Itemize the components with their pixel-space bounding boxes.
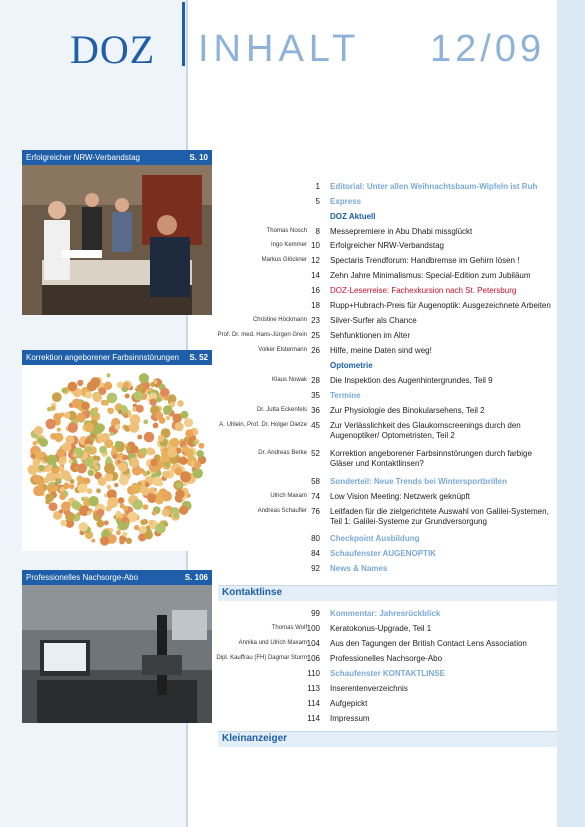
toc-entry[interactable] — [188, 683, 557, 697]
plate-dot — [39, 438, 48, 447]
section-band-kleinanzeiger — [218, 731, 557, 747]
plate-dot — [73, 453, 77, 457]
feature-box-nrw[interactable] — [22, 150, 212, 315]
toc-author: Prof. Dr. med. Hans-Jürgen Grein — [217, 332, 307, 338]
plate-dot — [59, 509, 63, 513]
toc-title: Aus den Tagungen der British Contact Lens Association — [330, 639, 527, 648]
plate-dot — [68, 423, 78, 433]
toc-page-number: 58 — [311, 477, 320, 486]
plate-dot — [126, 538, 132, 544]
plate-dot — [155, 412, 163, 420]
toc-title: Kommentar: Jahresrückblick — [330, 609, 441, 618]
toc-page-number: 25 — [311, 331, 320, 340]
toc-page-number: 76 — [311, 507, 320, 516]
plate-dot — [87, 381, 97, 391]
plate-dot — [139, 526, 147, 534]
feature-box-label: Korrektion angeborener Farbsinnstörungen — [26, 353, 179, 362]
plate-dot — [91, 434, 95, 438]
plate-dot — [109, 528, 113, 532]
plate-dot — [72, 399, 82, 409]
plate-dot — [78, 483, 88, 493]
plate-dot — [163, 405, 172, 414]
toc-entry[interactable] — [188, 345, 557, 359]
toc-author: A. Uhlein, Prof. Dr. Holger Dietze — [219, 422, 307, 428]
plate-dot — [162, 471, 168, 477]
toc-author: Dr. Jutta Eckenfels — [256, 407, 307, 413]
plate-dot — [168, 448, 178, 458]
feature-box-label: Erfolgreicher NRW-Verbandstag — [26, 153, 140, 162]
plate-dot — [33, 475, 42, 484]
toc-title: Hilfe, meine Daten sind weg! — [330, 346, 432, 355]
plate-dot — [155, 496, 163, 504]
toc-title: Checkpoint Ausbildung — [330, 534, 420, 543]
plate-dot — [137, 384, 144, 391]
toc-entry[interactable] — [188, 255, 557, 269]
toc-entry[interactable] — [188, 360, 557, 374]
toc-title: Schaufenster AUGENOPTIK — [330, 549, 436, 558]
toc-author: Markus Glöckner — [261, 257, 307, 263]
toc-entry[interactable] — [188, 226, 557, 240]
toc-title: Inserentenverzeichnis — [330, 684, 408, 693]
plate-dot — [151, 459, 158, 466]
toc-page-number: 36 — [311, 406, 320, 415]
feature-box-farbsinn[interactable] — [22, 350, 212, 551]
plate-dot — [179, 457, 187, 465]
toc-author: Andreas Schaufler — [257, 508, 307, 514]
plate-dot — [44, 456, 50, 462]
toc-page-number: 5 — [315, 197, 320, 206]
plate-dot — [104, 382, 112, 390]
toc-page-number: 28 — [311, 376, 320, 385]
toc-page-number: 114 — [307, 714, 320, 723]
plate-dot — [122, 532, 127, 537]
toc-entry[interactable] — [188, 506, 557, 532]
toc-page-number: 10 — [311, 241, 320, 250]
section-band-label: Kleinanzeiger — [222, 733, 288, 744]
plate-dot — [108, 408, 114, 414]
plate-dot — [94, 465, 99, 470]
toc-entry[interactable] — [188, 713, 557, 727]
toc-title: Die Inspektion des Augenhintergrundes, Teil 9 — [330, 376, 493, 385]
toc-entry[interactable] — [188, 448, 557, 474]
toc-entry[interactable] — [188, 196, 557, 210]
toc-author: Volker Elstermann — [258, 347, 307, 353]
plate-dot — [46, 419, 56, 429]
toc-entry[interactable] — [188, 623, 557, 637]
plate-dot — [97, 509, 105, 517]
plate-dot — [163, 447, 167, 451]
plate-dot — [154, 380, 158, 384]
toc-page-number: 104 — [306, 639, 320, 648]
plate-dot — [33, 485, 44, 496]
toc-page-number: 45 — [311, 421, 320, 430]
toc-page-number: 26 — [311, 346, 320, 355]
plate-dot — [52, 464, 57, 469]
toc-title: Silver-Surfer als Chance — [330, 316, 417, 325]
plate-dot — [104, 439, 113, 448]
toc-page-number: 113 — [307, 684, 320, 693]
plate-dot — [52, 392, 62, 402]
plate-dot — [131, 484, 141, 494]
section-title: INHALT — [198, 28, 361, 70]
toc-author: Klaus Nowak — [271, 377, 307, 383]
plate-dot — [99, 446, 107, 454]
toc-author: Thomas Wolf — [271, 625, 307, 631]
toc-page-number: 114 — [307, 699, 320, 708]
plate-dot — [146, 471, 151, 476]
plate-dot — [60, 520, 67, 527]
toc-title: DOZ-Leserreise: Fachexkursion nach St. Petersburg — [330, 286, 517, 295]
plate-dot — [38, 465, 44, 471]
toc-entry[interactable] — [188, 211, 557, 225]
toc-title: Rupp+Hubrach-Preis für Augenoptik: Ausgezeichnete Arbeiten — [330, 301, 551, 310]
toc-page-number: 16 — [311, 286, 320, 295]
plate-dot — [114, 483, 118, 487]
toc-author: Dipl. Kauffrau (FH) Dagmar Sturm — [216, 655, 307, 661]
toc-author: Ulrich Maxam — [270, 493, 307, 499]
feature-box-nachsorge[interactable] — [22, 570, 212, 723]
plate-dot — [125, 394, 130, 399]
toc-title: Low Vision Meeting: Netzwerk geknüpft — [330, 492, 470, 501]
plate-dot — [77, 380, 83, 386]
toc-author: Christine Höckmann — [252, 317, 307, 323]
plate-dot — [86, 446, 91, 451]
plate-dot — [133, 391, 143, 401]
toc-title: Keratokonus-Upgrade, Teil 1 — [330, 624, 432, 633]
plate-dot — [77, 475, 84, 482]
plate-dot — [112, 454, 117, 459]
plate-dot — [100, 536, 109, 545]
plate-dot — [89, 496, 99, 506]
plate-dot — [61, 470, 71, 480]
plate-dot — [79, 522, 89, 532]
plate-dot — [71, 501, 80, 510]
toc-entry[interactable] — [188, 533, 557, 547]
toc-title: Messepremiere in Abu Dhabi missglückt — [330, 227, 473, 236]
plate-dot — [57, 428, 61, 432]
plate-dot — [84, 457, 93, 466]
plate-dot — [104, 520, 109, 525]
plate-dot — [153, 423, 159, 429]
plate-dot — [103, 400, 109, 406]
plate-dot — [81, 497, 85, 501]
plate-dot — [176, 482, 182, 488]
toc-title: Zehn Jahre Minimalismus: Special-Edition zum Jubiläum — [330, 271, 531, 280]
plate-dot — [68, 382, 78, 392]
toc-title: Sonderteil: Neue Trends bei Wintersportbrillen — [330, 477, 507, 486]
plate-dot — [33, 458, 41, 466]
toc-entry[interactable] — [188, 491, 557, 505]
plate-dot — [69, 484, 74, 489]
plate-dot — [50, 433, 56, 439]
toc-title: Zur Physiologie des Binokularsehens, Teil 2 — [330, 406, 485, 415]
section-band-label: Kontaktlinse — [222, 587, 283, 598]
toc-entry[interactable] — [188, 476, 557, 490]
plate-dot — [87, 511, 91, 515]
plate-dot — [160, 388, 170, 398]
toc-page-number: 35 — [311, 391, 320, 400]
plate-dot — [84, 478, 91, 485]
toc-title: Termine — [330, 391, 361, 400]
plate-dot — [118, 410, 122, 414]
toc-author: Dr. Andreas Berke — [258, 450, 307, 456]
plate-dot — [143, 419, 148, 424]
plate-dot — [77, 464, 87, 474]
plate-dot — [145, 482, 150, 487]
plate-dot — [147, 493, 157, 503]
plate-dot — [120, 504, 125, 509]
plate-dot — [129, 422, 140, 433]
plate-dot — [124, 521, 129, 526]
toc-entry[interactable] — [188, 563, 557, 577]
plate-dot — [146, 447, 154, 455]
plate-dot — [95, 423, 105, 433]
plate-dot — [162, 509, 170, 517]
plate-dot — [119, 476, 129, 486]
plate-dot — [115, 424, 121, 430]
plate-dot — [96, 488, 101, 493]
plate-dot — [152, 511, 157, 516]
plate-dot — [76, 413, 86, 423]
plate-dot — [93, 455, 98, 460]
toc-entry[interactable] — [188, 375, 557, 389]
toc-page-number: 14 — [311, 271, 320, 280]
plate-dot — [63, 483, 70, 490]
plate-dot — [33, 441, 38, 446]
toc-title: Zur Verlässlichkeit des Glaukomscreenings durch den Augenoptiker/ Optometristen, Teil 2 — [330, 421, 521, 440]
toc-entry[interactable] — [188, 330, 557, 344]
toc-page-number: 74 — [311, 492, 320, 501]
issue-number: 12/09 — [430, 28, 546, 70]
toc-title: Erfolgreicher NRW-Verbandstag — [330, 241, 444, 250]
toc-entry[interactable] — [188, 181, 557, 195]
plate-dot — [122, 455, 128, 461]
plate-dot — [118, 462, 128, 472]
toc-entry[interactable] — [188, 285, 557, 299]
toc-entry[interactable] — [188, 608, 557, 622]
plate-dot — [143, 504, 149, 510]
plate-dot — [34, 426, 43, 435]
ishihara-plate-image — [22, 365, 212, 551]
plate-dot — [172, 414, 181, 423]
toc-page-number: 110 — [307, 669, 320, 678]
plate-dot — [134, 525, 139, 530]
toc-title: Aufgepickt — [330, 699, 368, 708]
toc-entry[interactable] — [188, 653, 557, 667]
plate-dot — [81, 402, 89, 410]
toc-title: Sehfunktionen im Alter — [330, 331, 411, 340]
section-band-kontaktlinse — [218, 585, 557, 601]
plate-dot — [118, 497, 125, 504]
plate-dot — [149, 520, 154, 525]
plate-dot — [136, 405, 144, 413]
feature-box-header — [22, 350, 212, 365]
plate-dot — [107, 485, 112, 490]
plate-dot — [175, 422, 184, 431]
plate-dot — [60, 412, 65, 417]
toc-page-number: 106 — [306, 654, 320, 663]
feature-box-page: S. 52 — [189, 353, 208, 362]
plate-dot — [164, 522, 168, 526]
toc-page-number: 84 — [311, 549, 320, 558]
right-margin-band — [557, 0, 585, 827]
toc-title: Schaufenster KONTAKTLINSE — [330, 669, 445, 678]
toc-page-number: 92 — [311, 564, 320, 573]
feature-box-header — [22, 570, 212, 585]
plate-dot — [115, 441, 122, 448]
plate-dot — [130, 445, 138, 453]
toc-title: Professionelles Nachsorge-Abo — [330, 654, 443, 663]
plate-dot — [173, 512, 179, 518]
toc-author: Annika und Ulrich Maxam — [238, 640, 307, 646]
logo-divider — [182, 2, 185, 66]
plate-dot — [170, 438, 180, 448]
feature-box-page: S. 106 — [184, 573, 208, 582]
plate-dot — [68, 459, 72, 463]
feature-box-page: S. 10 — [189, 153, 208, 162]
plate-dot — [177, 400, 184, 407]
plate-dot — [106, 456, 111, 461]
doz-logo: DOZ — [70, 27, 156, 72]
toc-entry[interactable] — [188, 548, 557, 562]
plate-dot — [119, 514, 124, 519]
plate-dot — [149, 388, 153, 392]
feature-box-header — [22, 150, 212, 165]
plate-dot — [61, 501, 71, 511]
toc-page-number: 52 — [311, 449, 320, 458]
toc-title: Optometrie — [330, 361, 373, 370]
plate-dot — [106, 373, 110, 377]
plate-dot — [50, 406, 55, 411]
toc-page-number: 8 — [315, 227, 320, 236]
toc-page-number: 1 — [315, 182, 320, 191]
plate-dot — [93, 407, 98, 412]
plate-dot — [149, 399, 156, 406]
plate-dot — [156, 397, 162, 403]
plate-dot — [64, 412, 71, 419]
plate-dot — [119, 539, 125, 545]
plate-dot — [88, 470, 94, 476]
plate-dot — [70, 479, 75, 484]
plate-dot — [57, 449, 66, 458]
toc-title: Express — [330, 197, 362, 206]
plate-dot — [49, 502, 58, 511]
plate-dot — [117, 382, 124, 389]
toc-entry[interactable] — [188, 405, 557, 419]
toc-page-number: 100 — [306, 624, 320, 633]
plate-dot — [104, 463, 115, 474]
plate-dot — [137, 435, 142, 440]
toc-entry[interactable] — [188, 698, 557, 712]
toc-entry[interactable] — [188, 668, 557, 682]
plate-dot — [144, 432, 155, 443]
toc-title: Spectaris Trendforum: Handbremse im Gehirn lösen ! — [330, 256, 520, 265]
plate-dot — [91, 539, 95, 543]
toc-entry[interactable] — [188, 270, 557, 284]
plate-dot — [30, 454, 35, 459]
plate-dot — [179, 506, 188, 515]
plate-dot — [44, 464, 52, 472]
plate-dot — [153, 477, 163, 487]
plate-dot — [104, 473, 113, 482]
plate-dot — [45, 499, 50, 504]
toc-entry[interactable] — [188, 240, 557, 254]
plate-dot — [175, 489, 184, 498]
plate-dot — [139, 373, 149, 383]
photo-verbandstag — [22, 165, 212, 315]
toc-title: News & Names — [330, 564, 388, 573]
feature-box-label: Professionelles Nachsorge-Abo — [26, 573, 139, 582]
plate-dot — [132, 499, 143, 510]
toc-page-number: 99 — [311, 609, 320, 618]
toc-title: Editorial: Unter allen Weihnachtsbaum-Wipfeln ist Ruh — [330, 182, 538, 191]
toc-entry[interactable] — [188, 300, 557, 314]
plate-dot — [59, 493, 66, 500]
toc-author: Ingo Kemmer — [270, 242, 307, 248]
toc-page-number: 80 — [311, 534, 320, 543]
toc-title: Leitfaden für die zielgerichtete Auswahl von Galilei-Systemen, Teil 1: Galilei-Systeme zur Grundversorgung — [330, 507, 549, 526]
plate-dot — [56, 479, 61, 484]
toc-entry[interactable] — [188, 390, 557, 404]
plate-dot — [158, 435, 165, 442]
plate-dot — [110, 432, 114, 436]
toc-title: Impressum — [330, 714, 370, 723]
plate-dot — [117, 460, 121, 464]
toc-entry[interactable] — [188, 315, 557, 329]
toc-title: DOZ Aktuell — [330, 212, 376, 221]
plate-dot — [107, 497, 118, 508]
plate-dot — [166, 416, 171, 421]
plate-dot — [46, 472, 55, 481]
toc-page-number: 12 — [311, 256, 320, 265]
plate-dot — [87, 488, 93, 494]
plate-dot — [84, 423, 94, 433]
plate-dot — [61, 388, 66, 393]
plate-dot — [129, 457, 139, 467]
photo-nachsorge — [22, 585, 212, 723]
toc-entry[interactable] — [188, 420, 557, 446]
plate-dot — [123, 382, 129, 388]
toc-entry[interactable] — [188, 638, 557, 652]
toc-page-number: 18 — [311, 301, 320, 310]
toc-author: Thomas Nosch — [266, 228, 307, 234]
toc-page-number: 23 — [311, 316, 320, 325]
toc-title: Korrektion angeborener Farbsinnstörungen durch farbige Gläser und Kontaktlinsen? — [330, 449, 532, 468]
plate-dot — [85, 392, 92, 399]
plate-dot — [141, 519, 147, 525]
plate-dot — [116, 530, 121, 535]
